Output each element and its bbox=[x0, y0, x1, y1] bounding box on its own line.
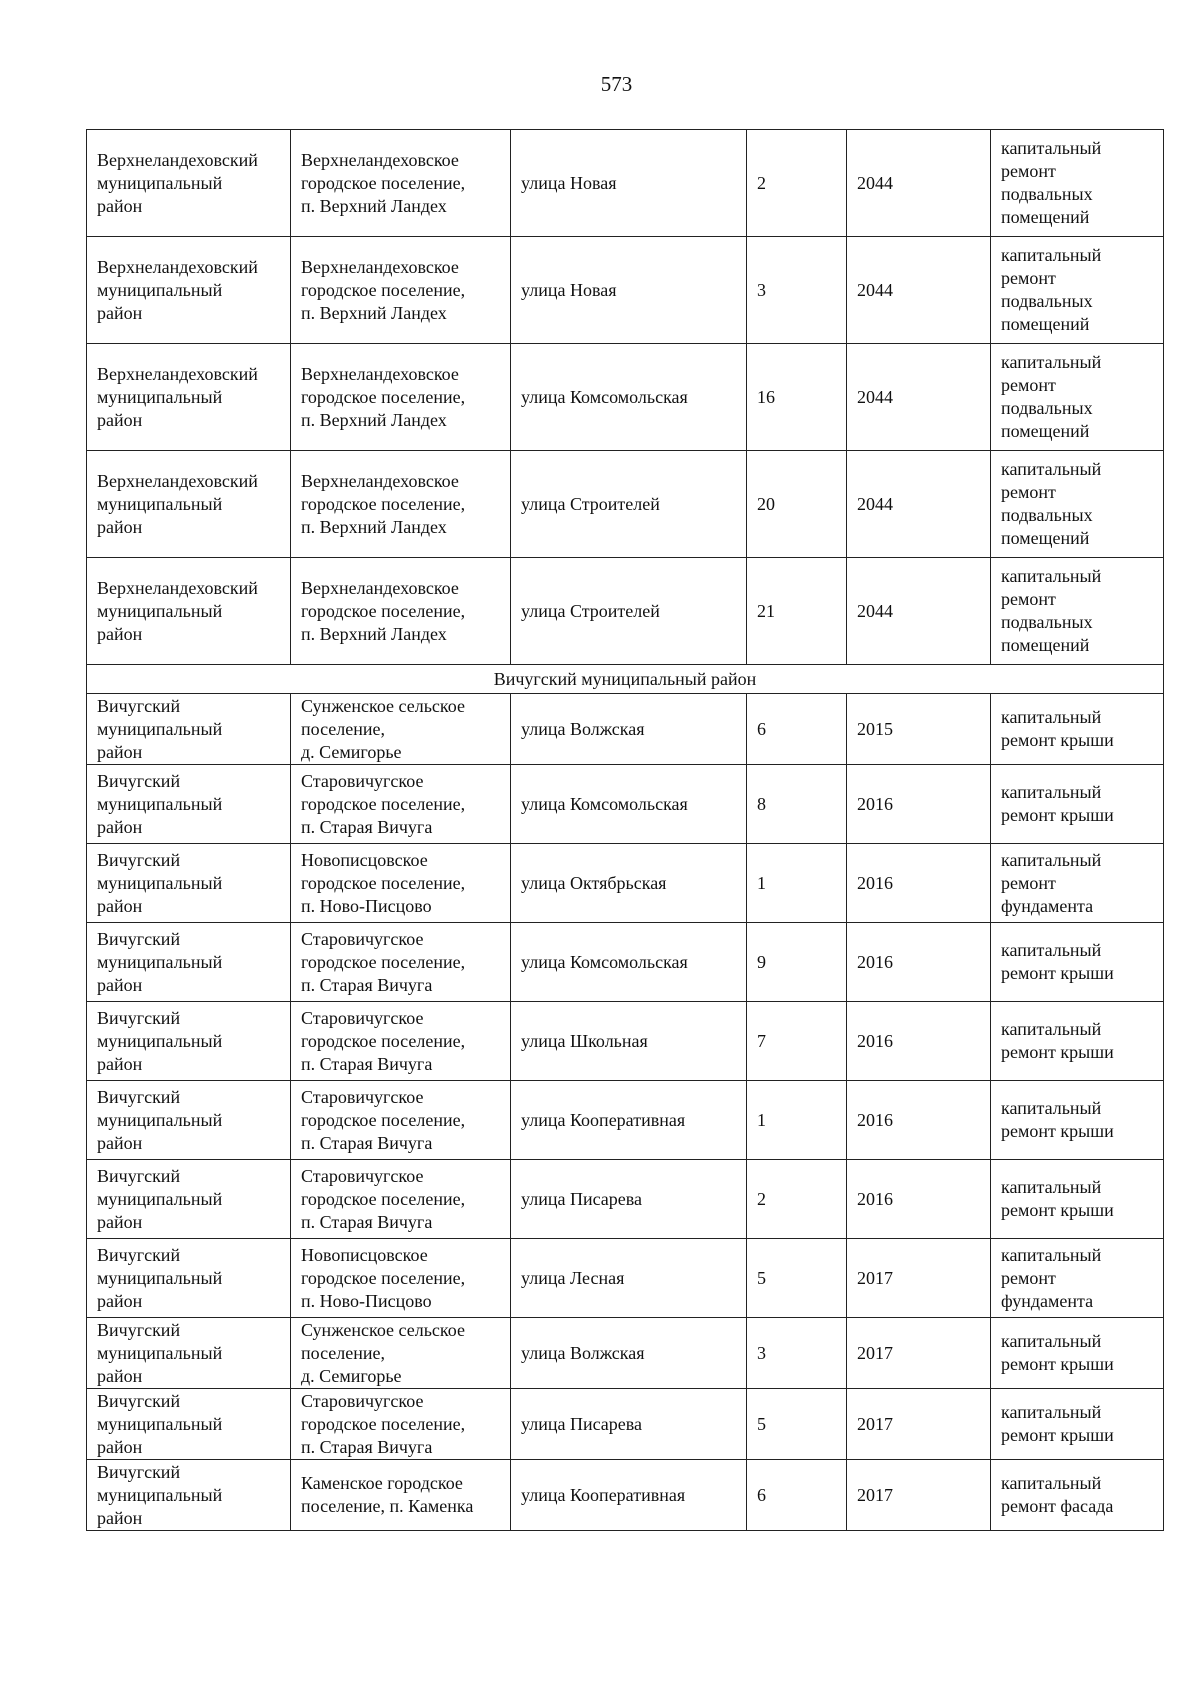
house-cell: 1 bbox=[747, 844, 847, 923]
street-cell: улица Комсомольская bbox=[511, 765, 747, 844]
year-cell: 2044 bbox=[847, 344, 991, 451]
street-cell: улица Кооперативная bbox=[511, 1081, 747, 1160]
district-cell: Верхнеландеховский муниципальный район bbox=[87, 558, 291, 665]
street-cell: улица Волжская bbox=[511, 1318, 747, 1389]
settlement-cell: Верхнеландеховское городское поселение, п. Верхний Ландех bbox=[291, 130, 511, 237]
district-cell: Вичугский муниципальный район bbox=[87, 923, 291, 1002]
work-cell: капитальный ремонт крыши bbox=[991, 1081, 1164, 1160]
settlement-cell: Каменское городское поселение, п. Каменка bbox=[291, 1460, 511, 1531]
street-cell: улица Новая bbox=[511, 130, 747, 237]
house-cell: 21 bbox=[747, 558, 847, 665]
work-cell: капитальный ремонт крыши bbox=[991, 694, 1164, 765]
settlement-cell: Старовичугское городское поселение, п. Старая Вичуга bbox=[291, 1389, 511, 1460]
work-cell: капитальный ремонт фундамента bbox=[991, 1239, 1164, 1318]
section-header-row bbox=[87, 665, 1164, 694]
year-cell: 2017 bbox=[847, 1460, 991, 1531]
settlement-cell: Верхнеландеховское городское поселение, п. Верхний Ландех bbox=[291, 451, 511, 558]
street-cell: улица Волжская bbox=[511, 694, 747, 765]
house-cell: 6 bbox=[747, 1460, 847, 1531]
house-cell: 3 bbox=[747, 1318, 847, 1389]
settlement-cell: Верхнеландеховское городское поселение, п. Верхний Ландех bbox=[291, 558, 511, 665]
year-cell: 2017 bbox=[847, 1239, 991, 1318]
work-cell: капитальный ремонт подвальных помещений bbox=[991, 344, 1164, 451]
table-row bbox=[87, 694, 1164, 765]
settlement-cell: Сунженское сельское поселение, д. Семигорье bbox=[291, 1318, 511, 1389]
house-cell: 5 bbox=[747, 1389, 847, 1460]
year-cell: 2016 bbox=[847, 1002, 991, 1081]
street-cell: улица Кооперативная bbox=[511, 1460, 747, 1531]
table-row bbox=[87, 923, 1164, 1002]
house-cell: 16 bbox=[747, 344, 847, 451]
house-cell: 1 bbox=[747, 1081, 847, 1160]
house-cell: 2 bbox=[747, 130, 847, 237]
work-cell: капитальный ремонт крыши bbox=[991, 1318, 1164, 1389]
street-cell: улица Писарева bbox=[511, 1160, 747, 1239]
district-cell: Верхнеландеховский муниципальный район bbox=[87, 237, 291, 344]
work-cell: капитальный ремонт крыши bbox=[991, 923, 1164, 1002]
district-cell: Вичугский муниципальный район bbox=[87, 1160, 291, 1239]
street-cell: улица Школьная bbox=[511, 1002, 747, 1081]
year-cell: 2044 bbox=[847, 451, 991, 558]
table-row bbox=[87, 558, 1164, 665]
house-cell: 2 bbox=[747, 1160, 847, 1239]
settlement-cell: Старовичугское городское поселение, п. Старая Вичуга bbox=[291, 1081, 511, 1160]
street-cell: улица Строителей bbox=[511, 558, 747, 665]
district-cell: Вичугский муниципальный район bbox=[87, 1081, 291, 1160]
repair-schedule-table bbox=[86, 129, 1164, 1531]
district-cell: Вичугский муниципальный район bbox=[87, 694, 291, 765]
table-row bbox=[87, 1318, 1164, 1389]
settlement-cell: Старовичугское городское поселение, п. Старая Вичуга bbox=[291, 923, 511, 1002]
table-row bbox=[87, 451, 1164, 558]
district-cell: Вичугский муниципальный район bbox=[87, 1318, 291, 1389]
district-cell: Верхнеландеховский муниципальный район bbox=[87, 344, 291, 451]
house-cell: 5 bbox=[747, 1239, 847, 1318]
year-cell: 2015 bbox=[847, 694, 991, 765]
year-cell: 2017 bbox=[847, 1318, 991, 1389]
house-cell: 3 bbox=[747, 237, 847, 344]
year-cell: 2044 bbox=[847, 237, 991, 344]
district-cell: Вичугский муниципальный район bbox=[87, 1460, 291, 1531]
district-cell: Верхнеландеховский муниципальный район bbox=[87, 130, 291, 237]
work-cell: капитальный ремонт подвальных помещений bbox=[991, 237, 1164, 344]
work-cell: капитальный ремонт подвальных помещений bbox=[991, 558, 1164, 665]
work-cell: капитальный ремонт фасада bbox=[991, 1460, 1164, 1531]
settlement-cell: Старовичугское городское поселение, п. Старая Вичуга bbox=[291, 765, 511, 844]
table-row bbox=[87, 1460, 1164, 1531]
table-row bbox=[87, 344, 1164, 451]
settlement-cell: Старовичугское городское поселение, п. Старая Вичуга bbox=[291, 1002, 511, 1081]
table-row bbox=[87, 237, 1164, 344]
page-number: 573 bbox=[600, 72, 633, 96]
table-row bbox=[87, 130, 1164, 237]
work-cell: капитальный ремонт крыши bbox=[991, 1002, 1164, 1081]
street-cell: улица Строителей bbox=[511, 451, 747, 558]
year-cell: 2044 bbox=[847, 130, 991, 237]
street-cell: улица Новая bbox=[511, 237, 747, 344]
table-row bbox=[87, 1002, 1164, 1081]
table-row bbox=[87, 765, 1164, 844]
district-cell: Вичугский муниципальный район bbox=[87, 1389, 291, 1460]
settlement-cell: Старовичугское городское поселение, п. Старая Вичуга bbox=[291, 1160, 511, 1239]
table-row bbox=[87, 1389, 1164, 1460]
street-cell: улица Лесная bbox=[511, 1239, 747, 1318]
house-cell: 8 bbox=[747, 765, 847, 844]
district-cell: Вичугский муниципальный район bbox=[87, 765, 291, 844]
district-cell: Вичугский муниципальный район bbox=[87, 844, 291, 923]
year-cell: 2016 bbox=[847, 765, 991, 844]
section-title: Вичугский муниципальный район bbox=[87, 665, 1164, 694]
year-cell: 2044 bbox=[847, 558, 991, 665]
district-cell: Верхнеландеховский муниципальный район bbox=[87, 451, 291, 558]
settlement-cell: Новописцовское городское поселение, п. Ново-Писцово bbox=[291, 1239, 511, 1318]
work-cell: капитальный ремонт подвальных помещений bbox=[991, 130, 1164, 237]
table-row bbox=[87, 844, 1164, 923]
table-row bbox=[87, 1081, 1164, 1160]
district-cell: Вичугский муниципальный район bbox=[87, 1002, 291, 1081]
street-cell: улица Комсомольская bbox=[511, 923, 747, 1002]
work-cell: капитальный ремонт крыши bbox=[991, 1389, 1164, 1460]
street-cell: улица Октябрьская bbox=[511, 844, 747, 923]
house-cell: 7 bbox=[747, 1002, 847, 1081]
house-cell: 20 bbox=[747, 451, 847, 558]
street-cell: улица Комсомольская bbox=[511, 344, 747, 451]
year-cell: 2016 bbox=[847, 844, 991, 923]
table-row bbox=[87, 1239, 1164, 1318]
house-cell: 6 bbox=[747, 694, 847, 765]
work-cell: капитальный ремонт подвальных помещений bbox=[991, 451, 1164, 558]
work-cell: капитальный ремонт крыши bbox=[991, 765, 1164, 844]
year-cell: 2016 bbox=[847, 1081, 991, 1160]
settlement-cell: Новописцовское городское поселение, п. Ново-Писцово bbox=[291, 844, 511, 923]
district-cell: Вичугский муниципальный район bbox=[87, 1239, 291, 1318]
work-cell: капитальный ремонт крыши bbox=[991, 1160, 1164, 1239]
work-cell: капитальный ремонт фундамента bbox=[991, 844, 1164, 923]
settlement-cell: Верхнеландеховское городское поселение, п. Верхний Ландех bbox=[291, 237, 511, 344]
settlement-cell: Сунженское сельское поселение, д. Семигорье bbox=[291, 694, 511, 765]
year-cell: 2016 bbox=[847, 1160, 991, 1239]
house-cell: 9 bbox=[747, 923, 847, 1002]
street-cell: улица Писарева bbox=[511, 1389, 747, 1460]
table-row bbox=[87, 1160, 1164, 1239]
year-cell: 2016 bbox=[847, 923, 991, 1002]
year-cell: 2017 bbox=[847, 1389, 991, 1460]
settlement-cell: Верхнеландеховское городское поселение, п. Верхний Ландех bbox=[291, 344, 511, 451]
